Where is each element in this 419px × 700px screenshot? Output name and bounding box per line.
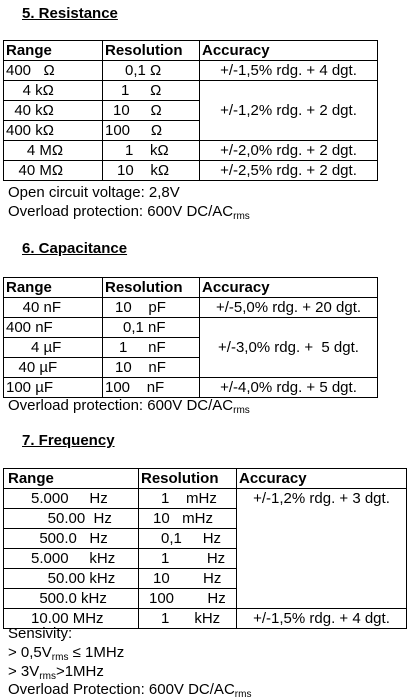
column-header-range: Range (4, 469, 139, 489)
sensivity-label: Sensivity: (8, 625, 73, 642)
capacitance-heading: 6. Capacitance (22, 240, 128, 257)
range-cell: 400 kΩ (4, 121, 103, 141)
table-row (4, 141, 378, 161)
range-cell: 5.000 Hz (4, 489, 139, 509)
accuracy-cell: +/-1,2% rdg. + 3 dgt. (237, 489, 407, 609)
resolution-cell: 0,1 nF (103, 318, 200, 338)
overload-text: Overload protection: 600V DC/AC (8, 203, 234, 220)
column-header-range: Range (4, 278, 103, 298)
rms-subscript: rms (39, 671, 56, 682)
table-row (4, 489, 407, 509)
resolution-cell: 1 Ω (103, 81, 200, 101)
range-cell: 4 µF (4, 338, 103, 358)
frequency-heading: 7. Frequency (22, 432, 115, 449)
table-row (4, 318, 378, 338)
resolution-cell: 10 nF (103, 358, 200, 378)
resolution-cell: 1 kHz (139, 609, 237, 629)
resolution-cell: 0,1 Ω (103, 61, 200, 81)
resolution-cell: 10 pF (103, 298, 200, 318)
table-row (4, 298, 378, 318)
overload-text: Overload protection: 600V DC/AC (8, 397, 234, 414)
rms-subscript: rms (51, 652, 69, 663)
resolution-cell: 0,1 Hz (139, 529, 237, 549)
sensivity-suffix: ≤ 1MHz (68, 644, 125, 661)
accuracy-cell: +/-4,0% rdg. + 5 dgt. (200, 378, 378, 398)
resolution-cell: 1 mHz (139, 489, 237, 509)
resolution-cell: 1 nF (103, 338, 200, 358)
resistance-heading: 5. Resistance (22, 5, 118, 22)
column-header-resolution: Resolution (103, 41, 200, 61)
column-header-accuracy: Accuracy (200, 41, 378, 61)
table-row (4, 61, 378, 81)
range-cell: 40 MΩ (4, 161, 103, 181)
overload-text: Overload Protection: 600V DC/AC (8, 681, 235, 698)
column-header-accuracy: Accuracy (200, 278, 378, 298)
range-cell: 40 nF (4, 298, 103, 318)
resolution-cell: 100 Ω (103, 121, 200, 141)
resolution-cell: 10 Hz (139, 569, 237, 589)
column-header-resolution: Resolution (103, 278, 200, 298)
column-header-range: Range (4, 41, 103, 61)
resolution-cell: 1 kΩ (103, 141, 200, 161)
frequency-overload-note (8, 681, 251, 699)
sensivity-prefix: > 0,5V (8, 644, 52, 661)
table-header-row (4, 278, 378, 298)
table-row (4, 81, 378, 101)
resolution-cell: 10 mHz (139, 509, 237, 529)
accuracy-cell: +/-2,5% rdg. + 2 dgt. (200, 161, 378, 181)
range-cell: 100 µF (4, 378, 103, 398)
column-header-resolution: Resolution (139, 469, 237, 489)
range-cell: 10.00 MHz (4, 609, 139, 629)
accuracy-cell: +/-2,0% rdg. + 2 dgt. (200, 141, 378, 161)
resolution-cell: 1 Hz (139, 549, 237, 569)
table-row (4, 161, 378, 181)
accuracy-cell: +/-1,5% rdg. + 4 dgt. (200, 61, 378, 81)
range-cell: 40 µF (4, 358, 103, 378)
range-cell: 50.00 Hz (4, 509, 139, 529)
accuracy-cell: +/-5,0% rdg. + 20 dgt. (200, 298, 378, 318)
table-header-row (4, 41, 378, 61)
resolution-cell: 10 Ω (103, 101, 200, 121)
resistance-table (3, 40, 378, 181)
sensivity-suffix: >1MHz (55, 663, 104, 680)
resolution-cell: 100 nF (103, 378, 200, 398)
range-cell: 400 Ω (4, 61, 103, 81)
range-cell: 400 nF (4, 318, 103, 338)
table-row (4, 378, 378, 398)
table-header-row (4, 469, 407, 489)
accuracy-cell: +/-3,0% rdg. + 5 dgt. (200, 318, 378, 378)
resolution-cell: 10 kΩ (103, 161, 200, 181)
accuracy-cell: +/-1,5% rdg. + 4 dgt. (237, 609, 407, 629)
rms-subscript: rms (233, 405, 250, 416)
range-cell: 5.000 kHz (4, 549, 139, 569)
column-header-accuracy: Accuracy (237, 469, 407, 489)
range-cell: 500.0 kHz (4, 589, 139, 609)
sensivity-prefix: > 3V (8, 663, 40, 680)
frequency-table (3, 468, 407, 629)
resistance-overload-note (8, 203, 250, 221)
accuracy-cell: +/-1,2% rdg. + 2 dgt. (200, 81, 378, 141)
resolution-cell: 100 Hz (139, 589, 237, 609)
range-cell: 500.0 Hz (4, 529, 139, 549)
sensivity-line-low (8, 644, 124, 662)
range-cell: 4 kΩ (4, 81, 103, 101)
rms-subscript: rms (234, 689, 252, 700)
range-cell: 50.00 kHz (4, 569, 139, 589)
capacitance-overload-note (8, 397, 250, 415)
range-cell: 40 kΩ (4, 101, 103, 121)
range-cell: 4 MΩ (4, 141, 103, 161)
sensivity-line-high (8, 663, 104, 681)
open-circuit-voltage-note: Open circuit voltage: 2,8V (8, 184, 180, 201)
capacitance-table (3, 277, 378, 398)
rms-subscript: rms (233, 211, 250, 222)
